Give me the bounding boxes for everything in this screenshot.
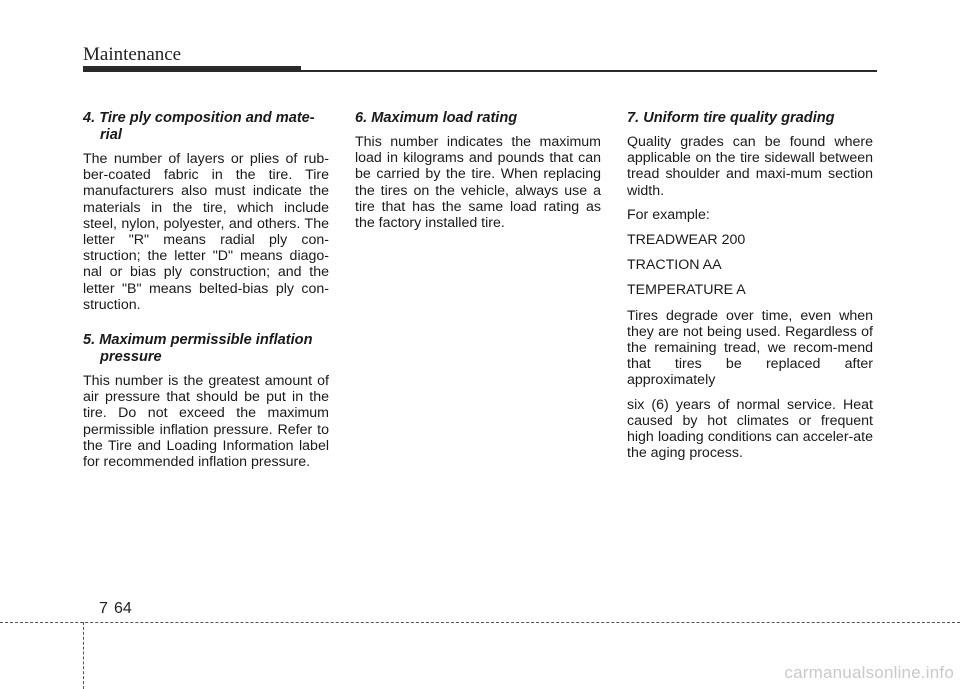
example-temperature: TEMPERATURE A <box>627 282 746 299</box>
footer-chapter-number: 7 <box>99 600 108 617</box>
section-heading-max-inflation: 5. Maximum permissible inflation pressure <box>83 332 313 366</box>
section-heading-ply-composition: 4. Tire ply composition and mate-rial <box>83 110 315 143</box>
text-column-2 <box>355 110 601 239</box>
header-rule-thick <box>83 66 301 72</box>
page-header-title: Maintenance <box>83 44 182 65</box>
example-traction: TRACTION AA <box>627 257 722 274</box>
section-text-ply-composition: The number of layers or plies of rub-ber-coated fabric in the tire. Tire manufacturers also must indicate the materials in the tire, which include steel, nylon, polyester, and others. The letter "R" means radial ply con-struction; the letter "D" means diago-nal or bias ply construction; and the letter "B" means belted-bias ply con-struction. <box>83 151 329 313</box>
section-text-tire-service: six (6) years of normal service. Heat caused by hot climates or frequent high loading conditions can acceler-ate the aging process. <box>627 396 873 462</box>
example-label: For example: <box>627 206 710 223</box>
header-rule-thin <box>301 70 877 72</box>
footer-vertical-rule <box>83 622 84 689</box>
section-text-tire-degrade: Tires degrade over time, even when they are not being used. Regardless of the remaining tread, we recom-mend that tires be replaced after approximately <box>627 307 873 389</box>
text-column-1 <box>83 110 329 478</box>
section-text-quality-grading: Quality grades can be found where applicable on the tire sidewall between tread shoulder and maxi-mum section width. <box>627 134 873 199</box>
section-heading-max-load: 6. Maximum load rating <box>355 110 518 126</box>
text-column-3 <box>627 110 873 469</box>
example-treadwear: TREADWEAR 200 <box>627 232 746 249</box>
section-heading-quality-grading: 7. Uniform tire quality grading <box>627 110 835 126</box>
section-text-max-load: This number indicates the maximum load in kilograms and pounds that can be carried by the tire. When replacing the tires on the vehicle, always use a tire that has the same load rating as the factory installed tire. <box>355 134 601 232</box>
footer-rule <box>0 622 960 623</box>
watermark-text: carmanualsonline.info <box>784 663 954 682</box>
section-text-max-inflation: This number is the greatest amount of air pressure that should be put in the tire. Do not exceed the maximum permissible inflation pressure. Refer to the Tire and Loading Information label for recommended inflation pressure. <box>83 373 329 471</box>
footer-page-number: 64 <box>114 600 132 617</box>
